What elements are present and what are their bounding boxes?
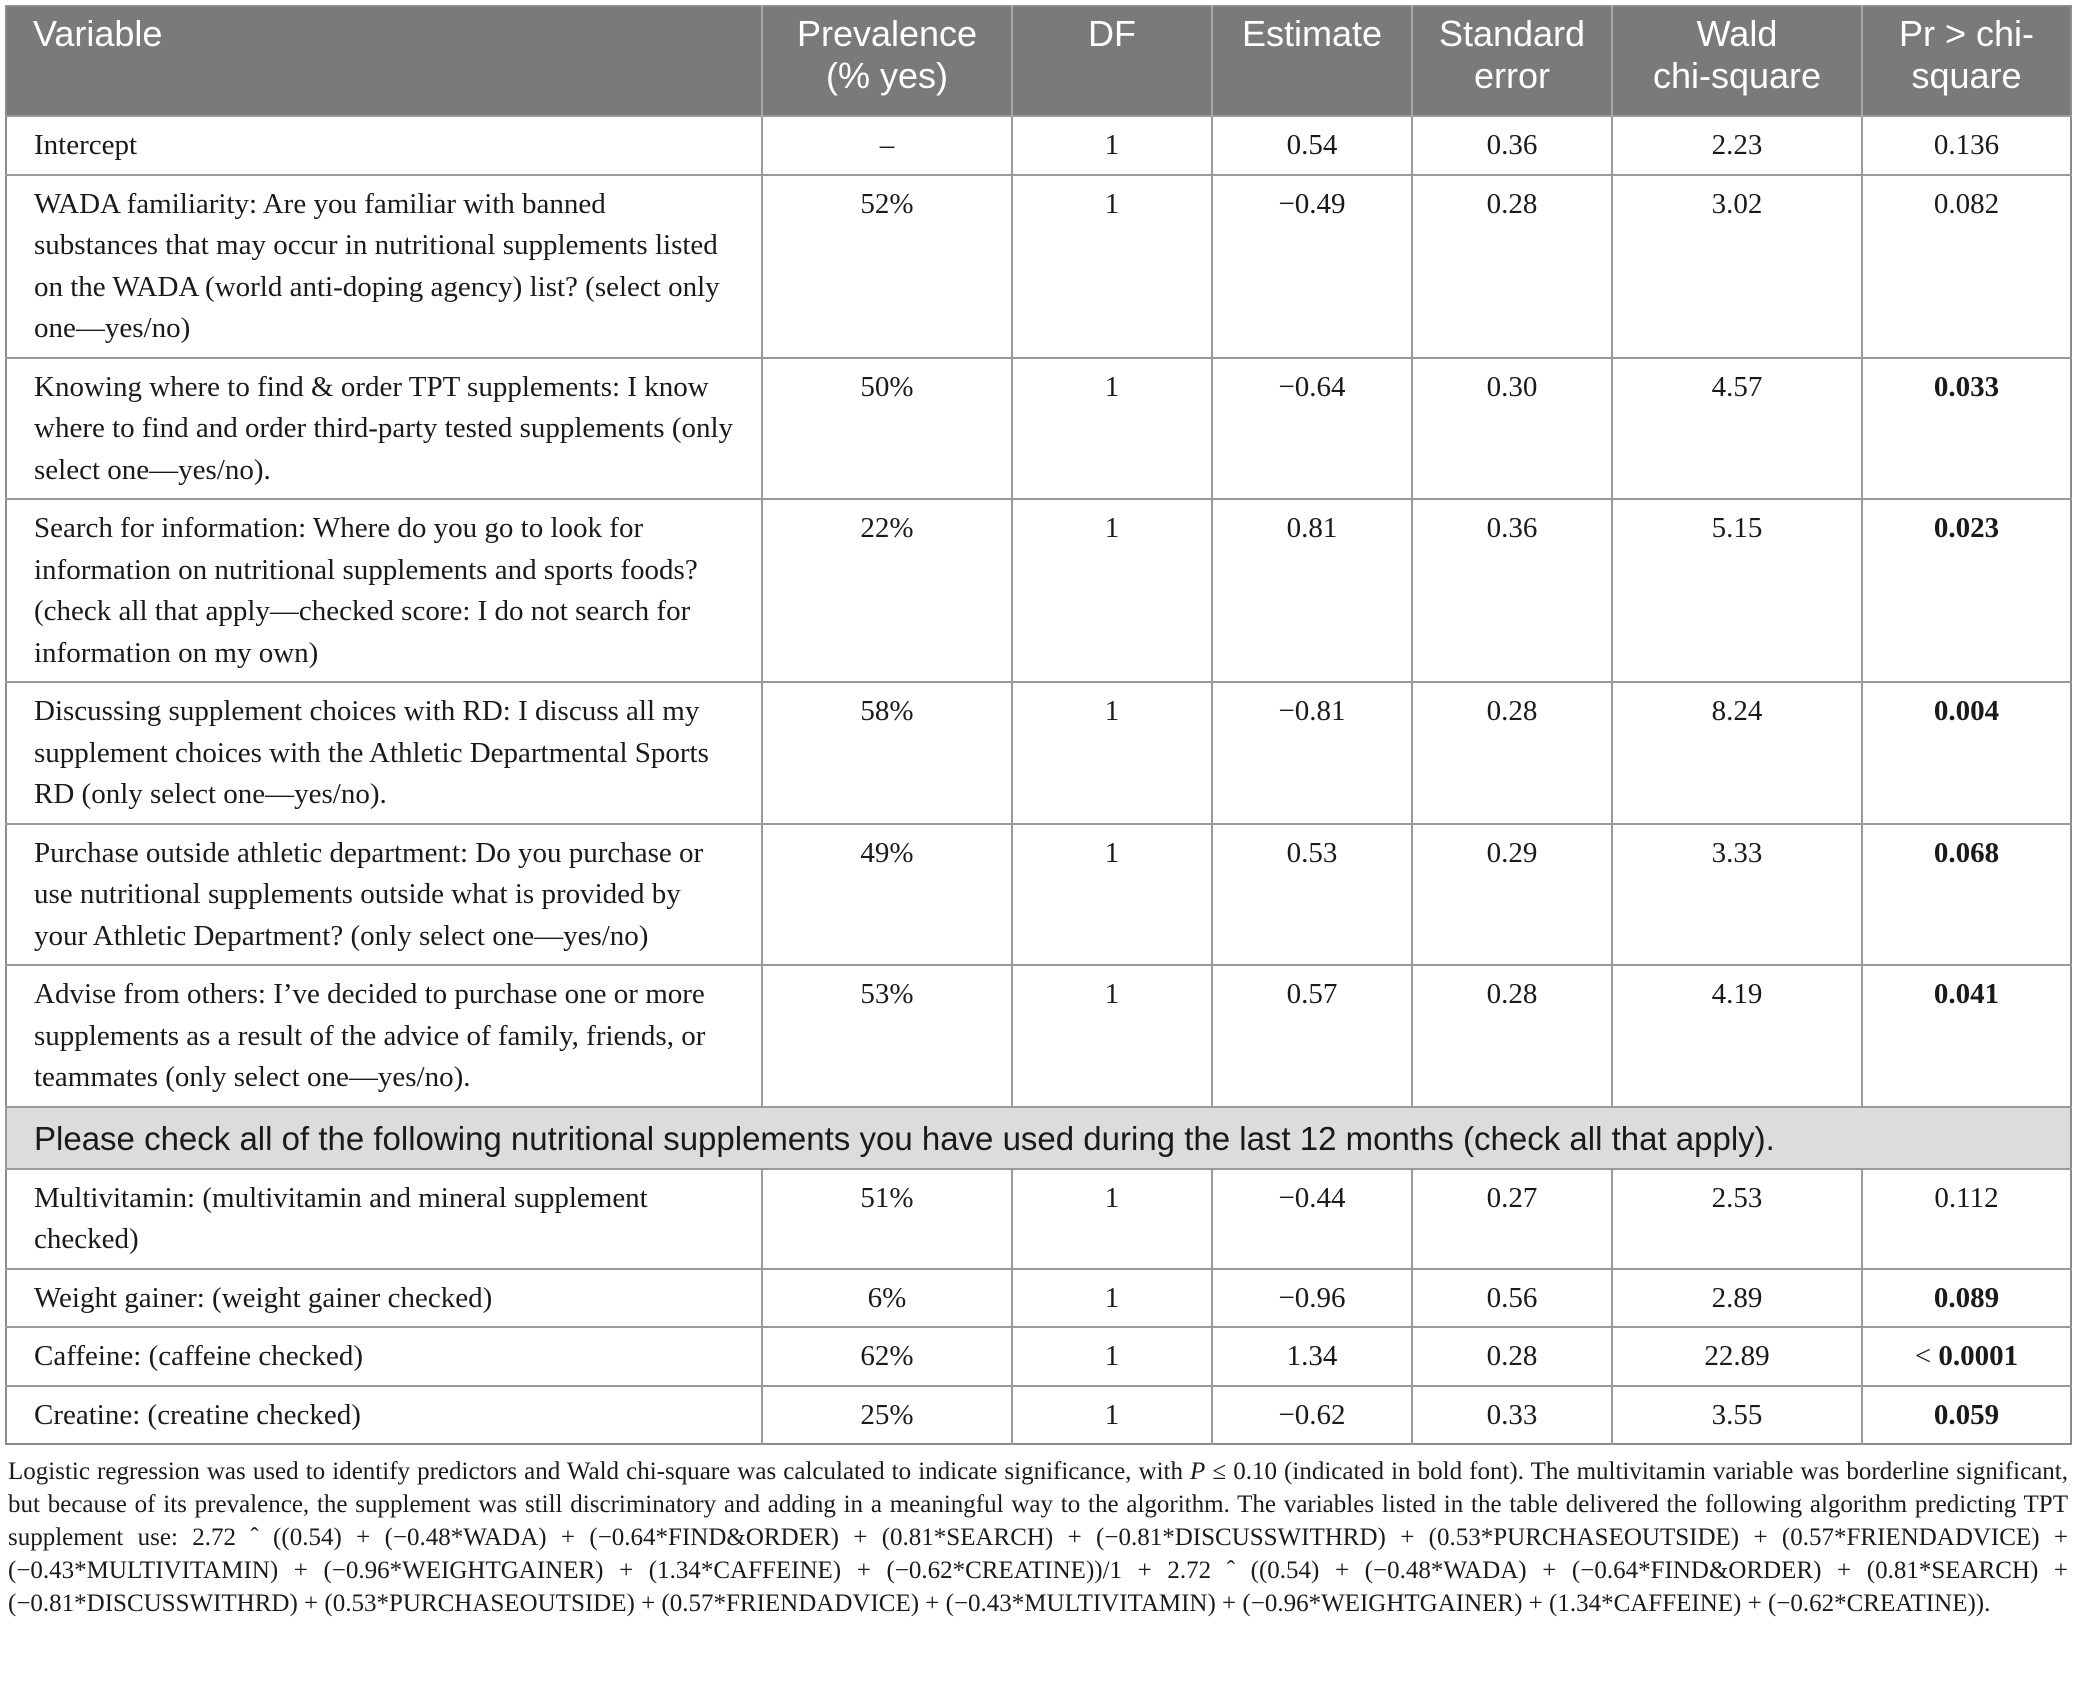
section-row — [6, 1107, 2071, 1169]
cell-p-value — [1862, 499, 2071, 682]
table-row — [6, 116, 2071, 175]
cell-estimate: 1.34 — [1212, 1327, 1412, 1386]
p-value-text: 0.068 — [1933, 836, 2000, 869]
table-row — [6, 499, 2071, 682]
cell-standard-error: 0.27 — [1412, 1169, 1612, 1269]
cell-prevalence: 52% — [762, 175, 1012, 358]
cell-standard-error: 0.28 — [1412, 682, 1612, 824]
cell-wald: 8.24 — [1612, 682, 1862, 824]
p-value-text: 0.004 — [1933, 695, 2000, 727]
cell-p-value — [1862, 1269, 2071, 1328]
cell-wald: 2.53 — [1612, 1169, 1862, 1269]
cell-standard-error: 0.28 — [1412, 965, 1612, 1107]
cell-estimate: 0.81 — [1212, 499, 1412, 682]
table-row — [6, 682, 2071, 824]
cell-estimate: −0.81 — [1212, 682, 1412, 824]
cell-estimate: −0.62 — [1212, 1386, 1412, 1445]
cell-wald: 2.89 — [1612, 1269, 1862, 1328]
cell-prevalence: 22% — [762, 499, 1012, 682]
cell-df: 1 — [1012, 824, 1212, 966]
cell-estimate: 0.54 — [1212, 116, 1412, 175]
header-prevalence — [762, 6, 1012, 116]
cell-variable: Advise from others: I’ve decided to purchase one or more supplements as a result of the advice of family, friends, or teammates (only select one—yes/no). — [6, 965, 762, 1107]
header-line: square — [1911, 55, 2022, 96]
cell-variable: Knowing where to find & order TPT supplements: I know where to find and order third-party tested supplements (only select one—yes/no). — [6, 358, 762, 500]
cell-variable: WADA familiarity: Are you familiar with banned substances that may occur in nutritional supplements listed on the WADA (world anti-doping agency) list? (select only one—yes/no) — [6, 175, 762, 358]
cell-p-value — [1862, 965, 2071, 1107]
table-footnote — [5, 1455, 2070, 1620]
cell-estimate: 0.53 — [1212, 824, 1412, 966]
cell-wald: 22.89 — [1612, 1327, 1862, 1386]
header-line: chi-square — [1652, 55, 1822, 96]
cell-standard-error: 0.36 — [1412, 499, 1612, 682]
table-row — [6, 1269, 2071, 1328]
p-value-text: 0.136 — [1933, 129, 2000, 161]
table-row — [6, 1386, 2071, 1445]
cell-df: 1 — [1012, 175, 1212, 358]
header-line: Variable — [33, 13, 163, 54]
header-line: (% yes) — [825, 55, 948, 96]
cell-wald: 2.23 — [1612, 116, 1862, 175]
cell-variable: Search for information: Where do you go to look for information on nutritional supplements and sports foods? (check all that apply—checked score: I do not search for information on my own) — [6, 499, 762, 682]
cell-estimate: −0.64 — [1212, 358, 1412, 500]
cell-prevalence: 25% — [762, 1386, 1012, 1445]
header-line: DF — [1088, 13, 1136, 54]
cell-df: 1 — [1012, 965, 1212, 1107]
table-row — [6, 824, 2071, 966]
cell-df: 1 — [1012, 499, 1212, 682]
table-row — [6, 965, 2071, 1107]
cell-prevalence: 49% — [762, 824, 1012, 966]
cell-p-value — [1862, 116, 2071, 175]
table-container — [5, 5, 2070, 1645]
header-line: Prevalence — [796, 13, 978, 54]
section-title: Please check all of the following nutritional supplements you have used during the last 12 months (check all that apply). — [6, 1107, 2071, 1169]
footnote-text-start: Logistic regression was used to identify predictors and Wald chi-square was calculated to indicate significance, with — [8, 1458, 1191, 1485]
cell-standard-error: 0.29 — [1412, 824, 1612, 966]
cell-wald: 5.15 — [1612, 499, 1862, 682]
header-row — [6, 6, 2071, 116]
header-line: Wald — [1696, 13, 1778, 54]
cell-df: 1 — [1012, 116, 1212, 175]
cell-wald: 3.33 — [1612, 824, 1862, 966]
header-line: Standard — [1438, 13, 1586, 54]
header-line: Pr > chi- — [1898, 13, 2035, 54]
cell-standard-error: 0.36 — [1412, 116, 1612, 175]
table-row — [6, 1327, 2071, 1386]
cell-p-value — [1862, 682, 2071, 824]
cell-estimate: 0.57 — [1212, 965, 1412, 1107]
cell-p-value — [1862, 358, 2071, 500]
cell-standard-error: 0.56 — [1412, 1269, 1612, 1328]
cell-p-value — [1862, 1169, 2071, 1269]
cell-p-value: < 0.0001 — [1862, 1327, 2071, 1386]
cell-df: 1 — [1012, 1169, 1212, 1269]
cell-prevalence: 58% — [762, 682, 1012, 824]
p-value-text: 0.033 — [1933, 370, 2000, 403]
cell-estimate: −0.96 — [1212, 1269, 1412, 1328]
header-estimate — [1212, 6, 1412, 116]
footnote-text-rest: ≤ 0.10 (indicated in bold font). The multivitamin variable was borderline significant, but because of its prevalence, the supplement was still discriminatory and adding in a meaningful way to the algorithm. The variables listed in the table delivered the following algorithm predicting TPT supplement use: 2.72 ˆ ((0.54) + (−0.48*WADA) + (−0.64*FIND&ORDER) + (0.81*SEARCH) + (−0.81*DISCUSSWITHRD) + (0.53*PURCHASEOUTSIDE) + (0.57*FRIENDADVICE) + (−0.43*MULTIVITAMIN) + (−0.96*WEIGHTGAINER) + (1.34*CAFFEINE) + (−0.62*CREATINE))/1 + 2.72 ˆ ((0.54) + (−0.48*WADA) + (−0.64*FIND&ORDER) + (0.81*SEARCH) + (−0.81*DISCUSSWITHRD) + (0.53*PURCHASEOUTSIDE) + (0.57*FRIENDADVICE) + (−0.43*MULTIVITAMIN) + (−0.96*WEIGHTGAINER) + (1.34*CAFFEINE) + (−0.62*CREATINE)). — [8, 1458, 2068, 1617]
cell-prevalence: 53% — [762, 965, 1012, 1107]
cell-estimate: −0.49 — [1212, 175, 1412, 358]
cell-prevalence: 50% — [762, 358, 1012, 500]
cell-standard-error: 0.33 — [1412, 1386, 1612, 1445]
cell-df: 1 — [1012, 1327, 1212, 1386]
cell-wald: 3.02 — [1612, 175, 1862, 358]
header-wald-chi-square — [1612, 6, 1862, 116]
cell-variable: Creatine: (creatine checked) — [6, 1386, 762, 1445]
p-value-text: 0.0001 — [1938, 1340, 2019, 1372]
cell-prevalence: 51% — [762, 1169, 1012, 1269]
cell-prevalence: 6% — [762, 1269, 1012, 1328]
header-df — [1012, 6, 1212, 116]
p-value-text: 0.041 — [1933, 978, 2000, 1010]
cell-prevalence: 62% — [762, 1327, 1012, 1386]
cell-variable: Intercept — [6, 116, 762, 175]
p-value-text: 0.112 — [1934, 1181, 1999, 1214]
header-variable — [6, 6, 762, 116]
cell-standard-error: 0.30 — [1412, 358, 1612, 500]
cell-df: 1 — [1012, 1269, 1212, 1328]
table-row — [6, 1169, 2071, 1269]
cell-df: 1 — [1012, 358, 1212, 500]
cell-p-value — [1862, 175, 2071, 358]
cell-variable: Weight gainer: (weight gainer checked) — [6, 1269, 762, 1328]
cell-standard-error: 0.28 — [1412, 1327, 1612, 1386]
cell-standard-error: 0.28 — [1412, 175, 1612, 358]
p-value-text: 0.089 — [1933, 1281, 2000, 1314]
table-body — [6, 116, 2071, 1444]
header-line: Estimate — [1241, 13, 1383, 54]
cell-df: 1 — [1012, 1386, 1212, 1445]
cell-wald: 4.57 — [1612, 358, 1862, 500]
cell-wald: 3.55 — [1612, 1386, 1862, 1445]
cell-df: 1 — [1012, 682, 1212, 824]
cell-variable: Multivitamin: (multivitamin and mineral supplement checked) — [6, 1169, 762, 1269]
cell-variable: Discussing supplement choices with RD: I discuss all my supplement choices with the Athletic Departmental Sports RD (only select one—yes/no). — [6, 682, 762, 824]
header-p-value — [1862, 6, 2071, 116]
table-row — [6, 175, 2071, 358]
cell-variable: Caffeine: (caffeine checked) — [6, 1327, 762, 1386]
cell-estimate: −0.44 — [1212, 1169, 1412, 1269]
cell-p-value — [1862, 824, 2071, 966]
cell-p-value — [1862, 1386, 2071, 1445]
regression-table — [5, 5, 2072, 1445]
cell-wald: 4.19 — [1612, 965, 1862, 1107]
cell-variable: Purchase outside athletic department: Do you purchase or use nutritional supplements outside what is provided by your Athletic Department? (only select one—yes/no) — [6, 824, 762, 966]
table-row — [6, 358, 2071, 500]
header-standard-error — [1412, 6, 1612, 116]
footnote-p-symbol: P — [1190, 1458, 1206, 1485]
p-value-text: 0.023 — [1933, 512, 2000, 544]
p-value-text: 0.059 — [1933, 1398, 2000, 1431]
p-value-text: 0.082 — [1933, 187, 2000, 220]
header-line: error — [1473, 55, 1550, 96]
cell-prevalence: – — [762, 116, 1012, 175]
